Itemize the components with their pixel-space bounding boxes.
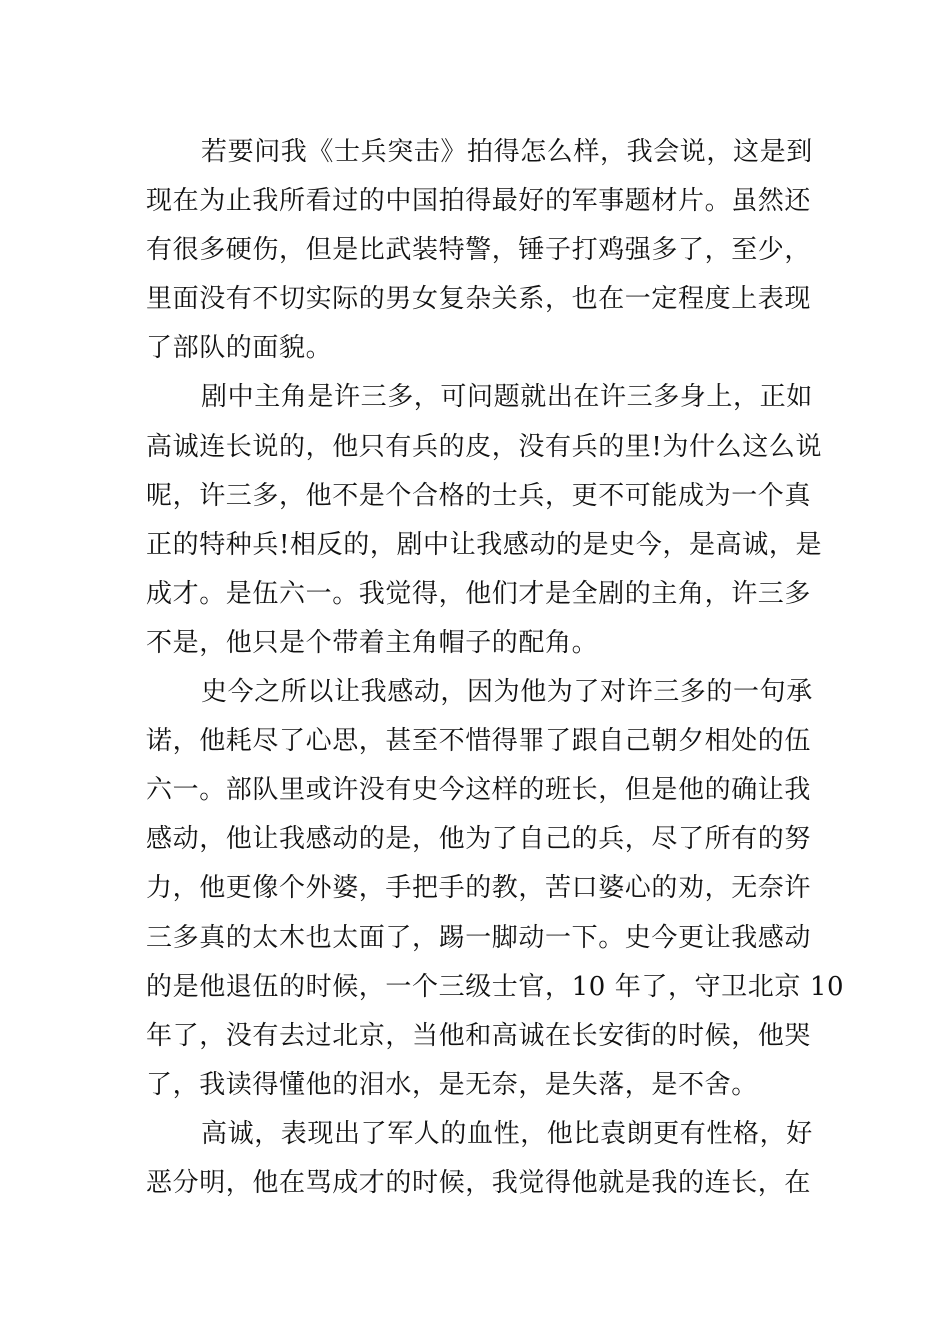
paragraph-line: 不是，他只是个带着主角帽子的配角。	[146, 627, 599, 658]
paragraph-line: 年了，没有去过北京，当他和高诚在长安街的时候，他哭	[146, 1020, 812, 1051]
paragraph-line: 成才。是伍六一。我觉得，他们才是全剧的主角，许三多	[146, 578, 812, 609]
paragraph-line: 高诚连长说的，他只有兵的皮，没有兵的里!为什么这么说	[146, 431, 823, 462]
paragraph-1	[146, 128, 813, 373]
paragraph-line: 剧中主角是许三多，可问题就出在许三多身上，正如	[201, 382, 813, 413]
paragraph-line: 了部队的面貌。	[146, 333, 333, 364]
paragraph-line: 正的特种兵!相反的，剧中让我感动的是史今，是高诚，是	[146, 529, 823, 560]
paragraph-4	[146, 1110, 813, 1208]
paragraph-line: 史今之所以让我感动，因为他为了对许三多的一句承	[201, 677, 813, 708]
paragraph-line: 若要问我《士兵突击》拍得怎么样，我会说，这是到	[201, 137, 813, 167]
paragraph-line: 现在为止我所看过的中国拍得最好的军事题材片。虽然还	[146, 186, 812, 217]
paragraph-line: 六一。部队里或许没有史今这样的班长，但是他的确让我	[146, 775, 812, 806]
paragraph-line: 恶分明，他在骂成才的时候，我觉得他就是我的连长，在	[146, 1167, 812, 1198]
paragraph-line: 感动，他让我感动的是，他为了自己的兵，尽了所有的努	[146, 824, 812, 855]
paragraph-line: 里面没有不切实际的男女复杂关系，也在一定程度上表现	[146, 284, 812, 315]
paragraph-line: 有很多硬伤，但是比武装特警，锤子打鸡强多了，至少，	[146, 235, 812, 266]
paragraph-line: 的是他退伍的时候，一个三级士官，10 年了，守卫北京 10	[146, 971, 845, 1002]
paragraph-line: 力，他更像个外婆，手把手的教，苦口婆心的劝，无奈许	[146, 873, 812, 904]
paragraph-2	[146, 373, 823, 668]
paragraph-line: 了，我读得懂他的泪水，是无奈，是失落，是不舍。	[146, 1069, 758, 1100]
paragraph-line: 高诚，表现出了军人的血性，他比袁朗更有性格，好	[201, 1118, 813, 1149]
paragraph-3	[146, 668, 845, 1110]
paragraph-line: 诺，他耗尽了心思，甚至不惜得罪了跟自己朝夕相处的伍	[146, 726, 812, 757]
paragraph-line: 三多真的太木也太面了，踢一脚动一下。史今更让我感动	[146, 922, 812, 953]
body-text	[146, 128, 845, 1208]
paragraph-line: 呢，许三多，他不是个合格的士兵，更不可能成为一个真	[146, 480, 812, 511]
